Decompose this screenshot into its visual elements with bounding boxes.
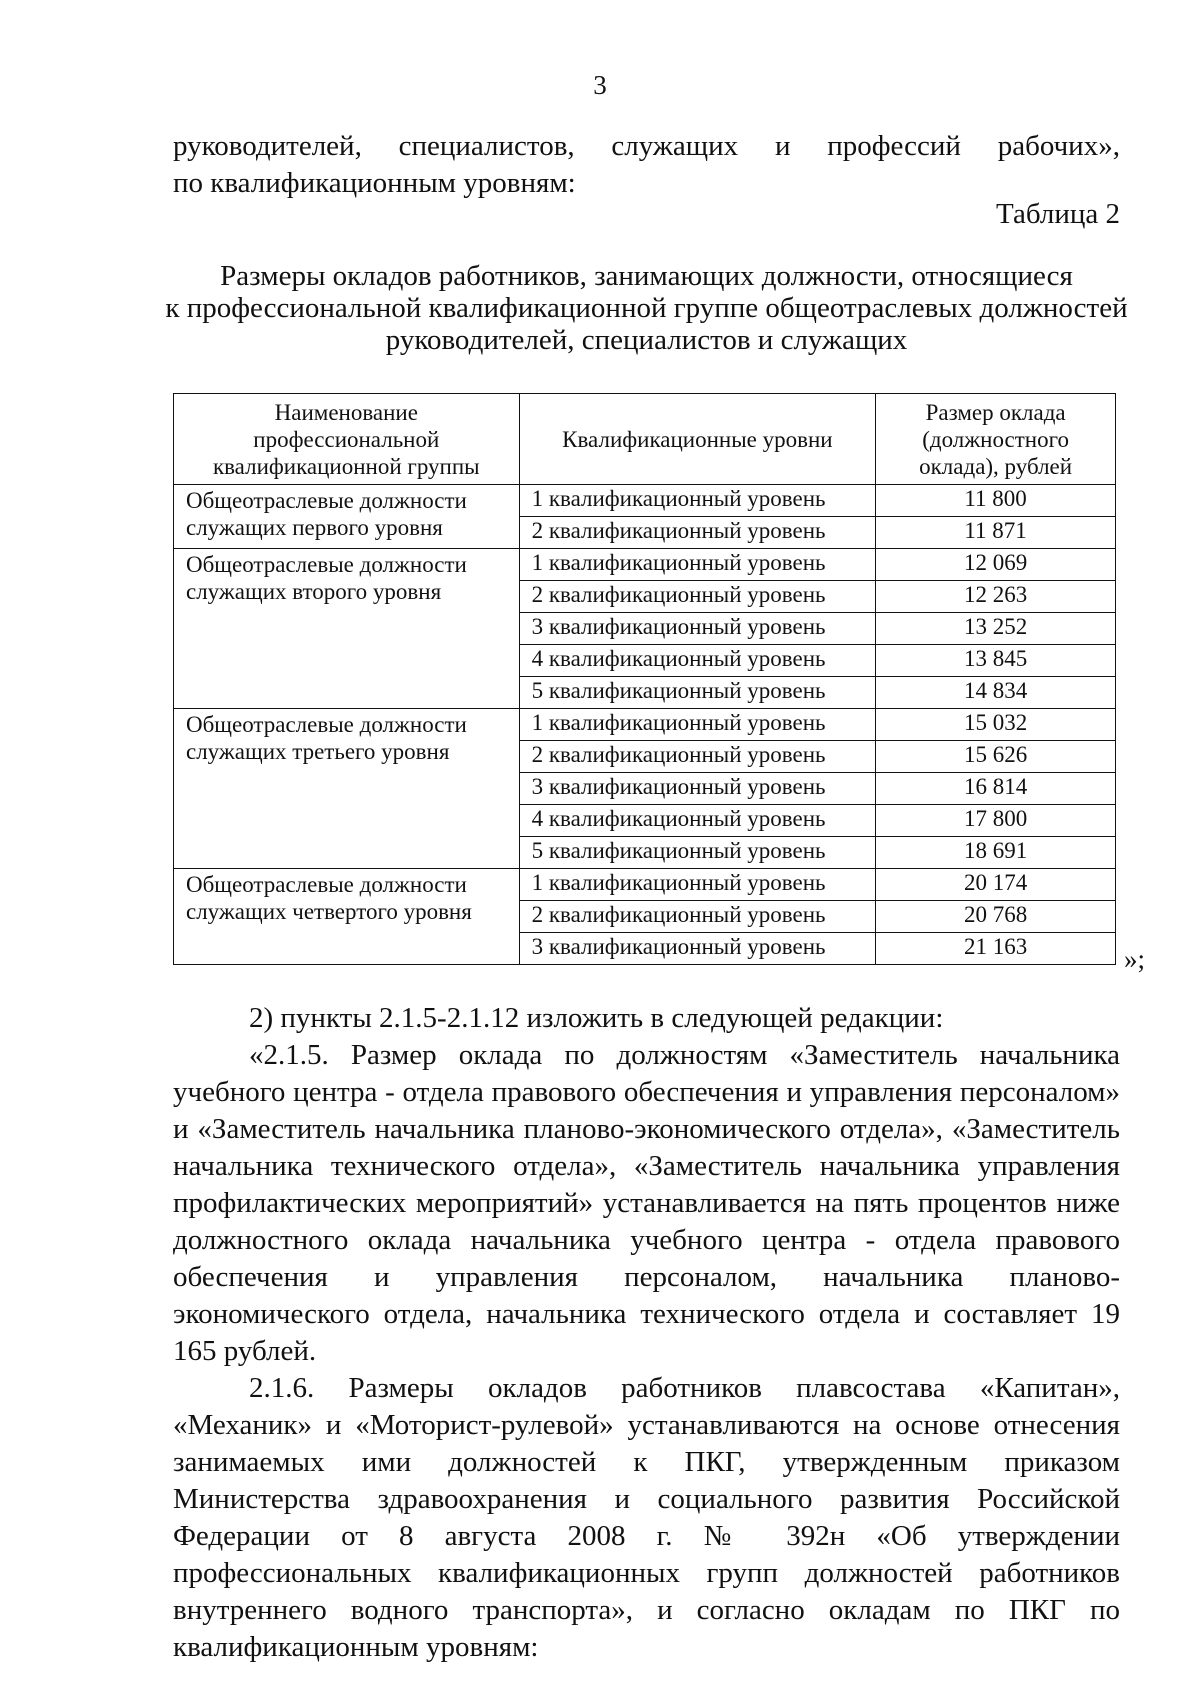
intro-word: профессий bbox=[827, 130, 961, 162]
salary-cell: 12 069 bbox=[876, 549, 1116, 581]
level-cell: 3 квалификационный уровень bbox=[519, 613, 876, 645]
salary-cell: 17 800 bbox=[876, 805, 1116, 837]
paragraph: 2.1.6. Размеры окладов работников плавсостава «Капитан», «Механик» и «Моторист-рулевой» устанавливаются на основе отнесения занимаемых ими должностей к ПКГ, утвержденным приказом Министерства здравоохранения и социального развития Российской Федерации от 8 августа 2008 г. № 392н «Об утверждении профессиональных квалификационных групп должностей работников внутреннего водного транспорта», и согласно окладам по ПКГ по квалификационным уровням: bbox=[173, 1372, 1120, 1663]
table-row bbox=[174, 869, 1116, 901]
salary-cell: 18 691 bbox=[876, 837, 1116, 869]
page-number: 3 bbox=[593, 70, 607, 100]
level-cell: 2 квалификационный уровень bbox=[519, 741, 876, 773]
level-cell: 4 квалификационный уровень bbox=[519, 645, 876, 677]
intro-word: и bbox=[774, 130, 791, 162]
salary-cell: 11 871 bbox=[876, 517, 1116, 549]
paragraph: «2.1.5. Размер оклада по должностям «Заместитель начальника учебного центра - отдела правового обеспечения и управления персоналом» и «Заместитель начальника планово-экономического отдела», «Заместитель начальника технического отдела», «Заместитель начальника управления профилактических мероприятий» устанавливается на пять процентов ниже должностного оклада начальника учебного центра - отдела правового обеспечения и управления персоналом, начальника планово-экономического отдела, начальника технического отдела и составляет 19 165 рублей. bbox=[173, 1039, 1120, 1367]
level-cell: 3 квалификационный уровень bbox=[519, 933, 876, 965]
table-label: Таблица 2 bbox=[995, 198, 1120, 230]
salary-cell: 15 626 bbox=[876, 741, 1116, 773]
group-name-cell: Общеотраслевые должности служащих первого уровня bbox=[174, 485, 520, 549]
group-name-cell: Общеотраслевые должности служащих третьего уровня bbox=[174, 709, 520, 869]
level-cell: 1 квалификационный уровень bbox=[519, 485, 876, 517]
salary-table bbox=[173, 393, 1116, 965]
body-text bbox=[173, 1000, 1120, 1666]
level-cell: 2 квалификационный уровень bbox=[519, 901, 876, 933]
level-cell: 2 квалификационный уровень bbox=[519, 581, 876, 613]
salary-cell: 21 163 bbox=[876, 933, 1116, 965]
table-header-row bbox=[174, 394, 1116, 485]
intro-word: специалистов, bbox=[398, 130, 575, 162]
intro-word: рабочих», bbox=[997, 130, 1120, 162]
level-cell: 1 квалификационный уровень bbox=[519, 549, 876, 581]
salary-cell: 16 814 bbox=[876, 773, 1116, 805]
group-name-cell: Общеотраслевые должности служащих четвертого уровня bbox=[174, 869, 520, 965]
level-cell: 5 квалификационный уровень bbox=[519, 677, 876, 709]
header-level: Квалификационные уровни bbox=[519, 394, 876, 485]
table-row bbox=[174, 485, 1116, 517]
group-name-cell: Общеотраслевые должности служащих второго уровня bbox=[174, 549, 520, 709]
salary-cell: 13 845 bbox=[876, 645, 1116, 677]
table-row bbox=[174, 709, 1116, 741]
caption-line: руководителей, специалистов и служащих bbox=[385, 324, 908, 356]
intro-word: служащих bbox=[611, 130, 739, 162]
table-caption bbox=[150, 260, 1143, 356]
table-close-mark: »; bbox=[1124, 944, 1146, 974]
intro-line-1 bbox=[173, 128, 1120, 165]
intro-word: руководителей, bbox=[173, 130, 362, 162]
salary-cell: 12 263 bbox=[876, 581, 1116, 613]
caption-line: Размеры окладов работников, занимающих должности, относящиеся bbox=[220, 260, 1073, 292]
level-cell: 1 квалификационный уровень bbox=[519, 869, 876, 901]
paragraph: 2) пункты 2.1.5-2.1.12 изложить в следующей редакции: bbox=[249, 1002, 944, 1034]
intro-line-2: по квалификационным уровням: bbox=[173, 167, 576, 199]
level-cell: 4 квалификационный уровень bbox=[519, 805, 876, 837]
level-cell: 5 квалификационный уровень bbox=[519, 837, 876, 869]
level-cell: 2 квалификационный уровень bbox=[519, 517, 876, 549]
intro-text bbox=[173, 128, 1120, 202]
header-salary: Размер оклада (должностного оклада), рублей bbox=[876, 394, 1116, 485]
salary-cell: 15 032 bbox=[876, 709, 1116, 741]
header-group-name: Наименование профессиональной квалификационной группы bbox=[174, 394, 520, 485]
salary-cell: 13 252 bbox=[876, 613, 1116, 645]
salary-cell: 11 800 bbox=[876, 485, 1116, 517]
table-row bbox=[174, 549, 1116, 581]
level-cell: 3 квалификационный уровень bbox=[519, 773, 876, 805]
salary-table-body bbox=[174, 485, 1116, 965]
level-cell: 1 квалификационный уровень bbox=[519, 709, 876, 741]
salary-cell: 20 174 bbox=[876, 869, 1116, 901]
salary-cell: 14 834 bbox=[876, 677, 1116, 709]
salary-cell: 20 768 bbox=[876, 901, 1116, 933]
caption-line: к профессиональной квалификационной группе общеотраслевых должностей bbox=[165, 292, 1128, 324]
